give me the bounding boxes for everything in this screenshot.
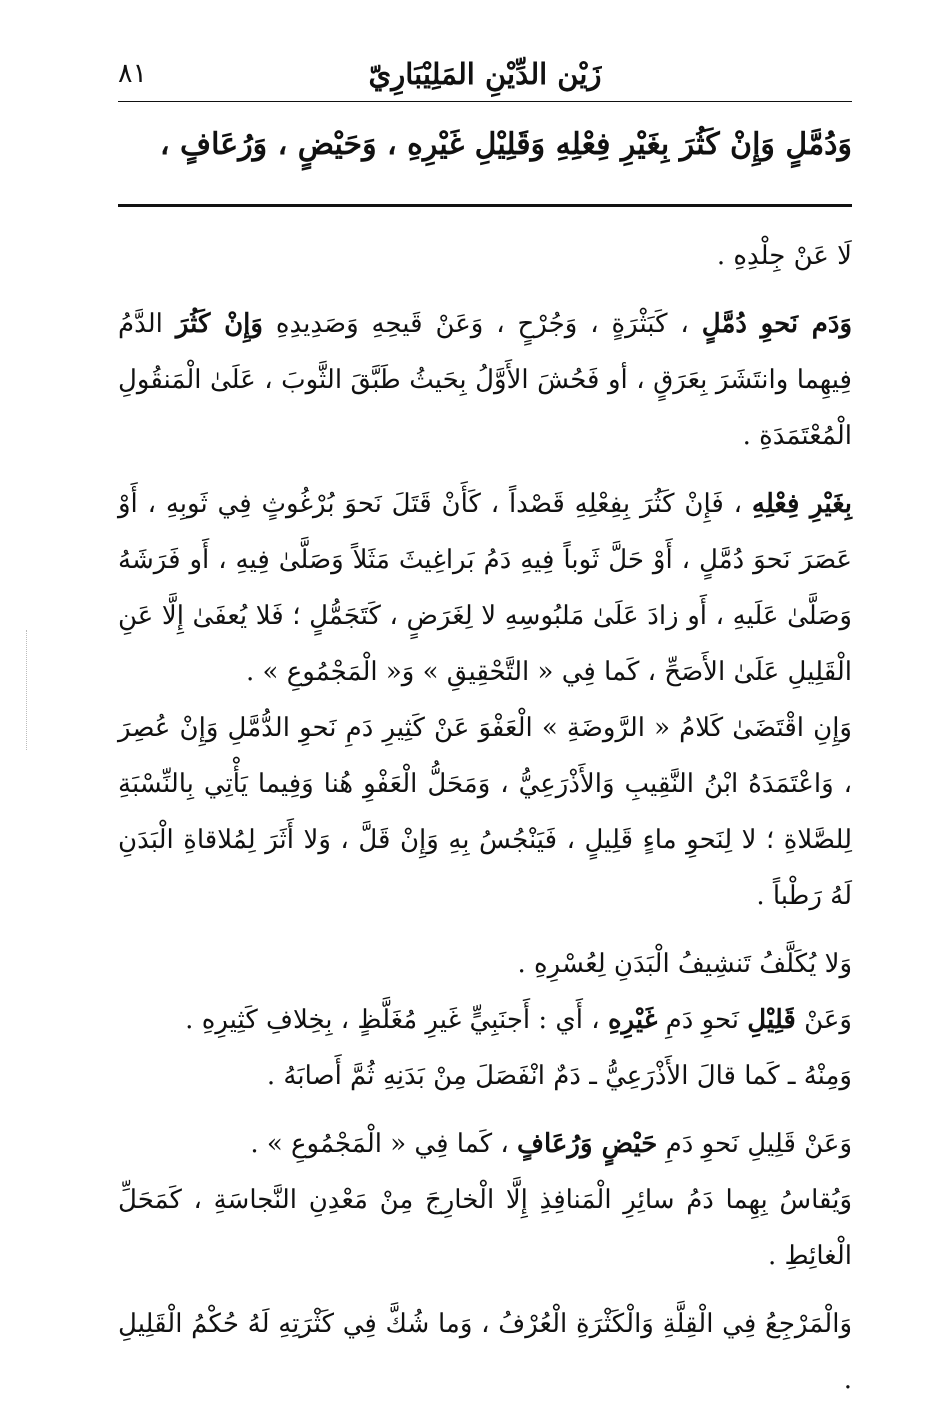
paragraph-6-text-a: وَعَنْ [795, 1005, 852, 1035]
paragraph-1-text: لَا عَنْ جِلْدِهِ . [716, 241, 852, 271]
paragraph-8-lemma: حَيْضٍ وَرُعَافٍ [517, 1129, 658, 1159]
paragraph-6-text-c: ، أَي : أَجنَبِيٍّ غَيرِ مُغَلَّظٍ ، بِخِلافِ كَثِيرِهِ . [185, 1005, 608, 1035]
paragraph-6-text-b: نَحوِ دَمِ [657, 1005, 748, 1035]
paragraph-5 [118, 936, 852, 992]
scan-margin-mark [26, 630, 29, 750]
commentary-body [118, 228, 852, 1420]
running-header [118, 52, 852, 96]
paragraph-5-text: وَلا يُكَلَّفُ تَنشِيفُ الْبَدَنِ لِعُسْرِهِ . [517, 949, 852, 979]
paragraph-3-lemma: بِغَيْرِ فِعْلِهِ [751, 489, 852, 519]
paragraph-10 [118, 1296, 852, 1408]
paragraph-3-text: ، فَإِنْ كَثُرَ بِفِعْلِهِ قَصْداً ، كَأَنْ قَتَلَ نَحوَ بُرْغُوثٍ فِي ثَوبِهِ ، أَوْ عَصَرَ نَحوَ دُمَّلٍ ، أَوْ حَلَّ ثَوباً فِيهِ دَمُ بَراغِيثَ مَثَلاً وَصَلَّىٰ فِيهِ ، أَو فَرَشَهُ وَصَلَّىٰ عَلَيهِ ، أَو زادَ عَلَىٰ مَلبُوسِهِ لا لِغَرَضٍ ، كَتَجَمُّلٍ ؛ فَلا يُعفَىٰ إِلَّا عَنِ الْقَلِيلِ عَلَىٰ الأَصَحِّ ، كَما فِي « التَّحْقِيقِ » وَ« الْمَجْمُوعِ » . [118, 489, 852, 687]
paragraph-6-lemma-2: غَيْرِهِ [607, 1005, 658, 1035]
paragraph-6-lemma: قَلِيْلِ [747, 1005, 796, 1035]
paragraph-4 [118, 700, 852, 924]
paragraph-2 [118, 296, 852, 464]
paragraph-9 [118, 1172, 852, 1284]
paragraph-8 [118, 1116, 852, 1172]
paragraph-8-text-a: وَعَنْ قَلِيلِ نَحوِ دَمِ [657, 1129, 852, 1159]
paragraph-8-text-b: ، كَما فِي « الْمَجْمُوعِ » . [250, 1129, 518, 1159]
paragraph-2-text: ، كَبَثْرَةٍ ، وَجُرْحٍ ، وَعَنْ قَيحِهِ وَصَدِيدِهِ [262, 309, 702, 339]
paragraph-2-lemma: وَدَم نَحوِ دُمَّلٍ [701, 309, 853, 339]
paragraph-6 [118, 992, 852, 1048]
paragraph-4-text: وَإِنِ اقْتَضَىٰ كَلامُ « الرَّوضَةِ » الْعَفْوَ عَنْ كَثِيرِ دَمِ نَحوِ الدُّمَّلِ وَإِنْ عُصِرَ ، وَاعْتَمَدَهُ ابْنُ النَّقِيبِ وَالأَذْرَعِيُّ ، وَمَحَلُّ الْعَفْوِ هُنا وَفِيما يَأْتِي بِالنِّسْبَةِ لِلصَّلاةِ ؛ لا لِنَحوِ ماءٍ قَلِيلٍ ، فَيَنْجُسُ بِهِ وَإِنْ قَلَّ ، وَلا أَثَرَ لِمُلاقاةِ الْبَدَنِ لَهُ رَطْباً . [118, 713, 852, 911]
paragraph-2-tail: الدَّمُ فِيهِما وانتَشَرَ بِعَرَقٍ ، أو فَحُشَ الأَوَّلُ بِحَيثُ طَبَّقَ الثَّوبَ ، عَلَىٰ الْمَنقُولِ الْمُعْتَمَدَةِ . [118, 309, 852, 451]
page-number: ٨١ [118, 58, 148, 89]
paragraph-9-text: وَيُقاسُ بِهِما دَمُ سائِرِ الْمَنافِذِ إِلَّا الْخارِجَ مِنْ مَعْدِنِ النَّجاسَةِ ، كَمَحَلِّ الْغائِطِ . [118, 1185, 852, 1271]
paragraph-10-text: وَالْمَرْجِعُ فِي الْقِلَّةِ وَالْكَثْرَةِ الْعُرْفُ ، وَما شُكَّ فِي كَثْرَتِهِ لَهُ حُكْمُ الْقَلِيلِ . [118, 1309, 852, 1395]
paragraph-7-text: وَمِنْهُ ـ كَما قالَ الأَذْرَعِيُّ ـ دَمٌ انْفَصَلَ مِنْ بَدَنِهِ ثُمَّ أَصابَهُ . [266, 1061, 852, 1091]
paragraph-7 [118, 1048, 852, 1104]
matn-divider-rule [118, 204, 852, 207]
paragraph-3 [118, 476, 852, 700]
paragraph-2-lemma-2: وَإِنْ كَثُرَ [175, 309, 263, 339]
running-title: زَيْن الدِّيْنِ المَلِيْبَارِيّ [368, 57, 602, 91]
matn-text: وَدُمَّلٍ وَإِنْ كَثُرَ بِغَيْرِ فِعْلِهِ وَقَلِيْلِ غَيْرِهِ ، وَحَيْضٍ ، وَرُعَافٍ ، [159, 127, 852, 162]
header-rule [118, 101, 852, 102]
paragraph-1 [118, 228, 852, 284]
